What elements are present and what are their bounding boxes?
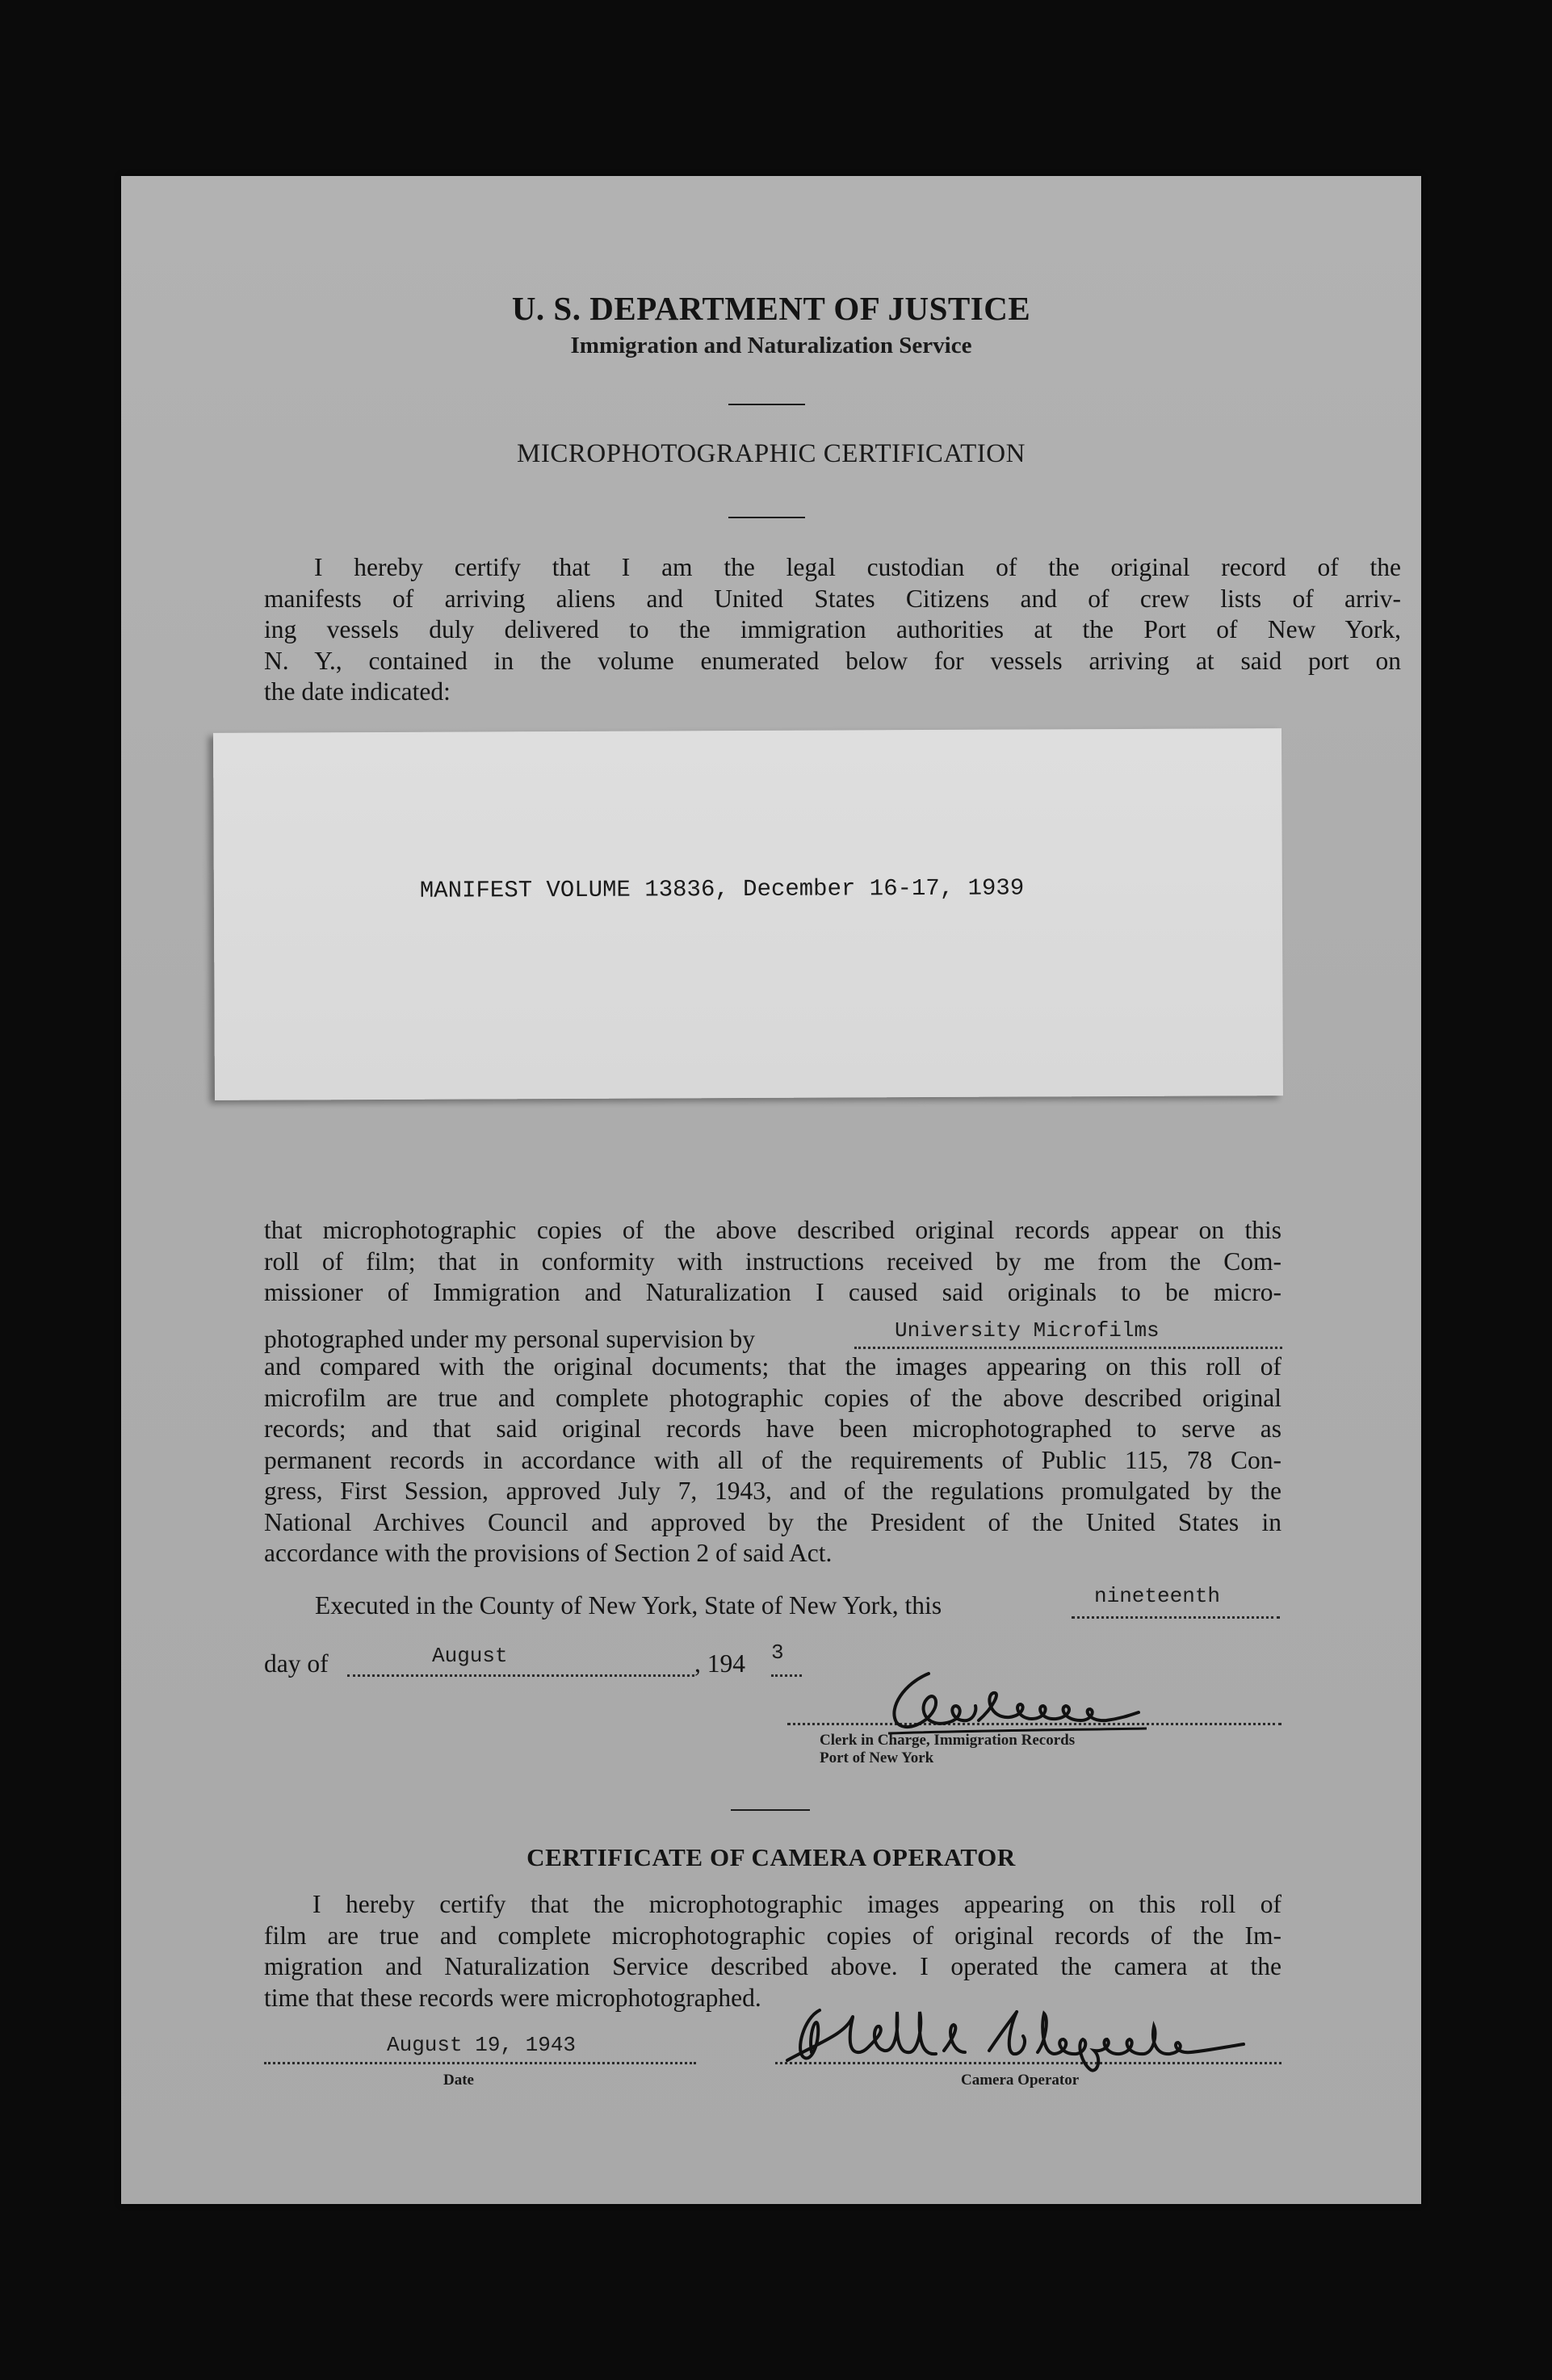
clerk-title-line: Clerk in Charge, Immigration Records xyxy=(820,1732,1076,1749)
agency-heading: U. S. DEPARTMENT OF JUSTICE xyxy=(511,290,1031,327)
paragraph-line: National Archives Council and approved by the President of the United States in xyxy=(264,1507,1281,1536)
date-label: Date xyxy=(443,2072,474,2089)
paragraph-line: I hereby certify that I am the legal custodian of the original record of the xyxy=(314,553,1401,581)
operator-label: Camera Operator xyxy=(961,2072,1080,2089)
paragraph-line: ing vessels duly delivered to the immigration authorities at the Port of New York, xyxy=(264,615,1401,643)
paragraph-line: gress, First Session, approved July 7, 1943, and of the regulations promulgated by the xyxy=(264,1477,1281,1505)
paragraph-line: the date indicated: xyxy=(264,677,451,706)
paragraph-line: roll of film; that in conformity with instructions received by me from the Com- xyxy=(264,1247,1281,1276)
clerk-title xyxy=(820,1732,1075,1767)
supervision-line xyxy=(264,1324,755,1356)
paragraph-line: manifests of arriving aliens and United States Citizens and of crew lists of arriv- xyxy=(264,584,1401,613)
date-value: August 19, 1943 xyxy=(387,2033,577,2057)
paragraph-line: migration and Naturalization Service described above. I operated the camera at the xyxy=(264,1952,1281,1980)
paragraph-line: film are true and complete microphotographic copies of original records of the Im- xyxy=(264,1921,1281,1950)
execution-day-value: nineteenth xyxy=(1094,1584,1221,1608)
divider xyxy=(728,404,805,405)
copies-paragraph-continued xyxy=(264,1351,1281,1569)
execution-month-field xyxy=(347,1645,694,1677)
paragraph-line: N. Y., contained in the volume enumerated below for vessels arriving at said port on xyxy=(264,646,1401,675)
execution-year-field xyxy=(771,1640,802,1677)
certification-title: MICROPHOTOGRAPHIC CERTIFICATION xyxy=(517,439,1026,468)
custodian-paragraph xyxy=(264,552,1401,708)
date-field xyxy=(264,2034,696,2064)
supervision-prefix: photographed under my personal supervision by xyxy=(264,1325,756,1353)
supervisor-value: University Microfilms xyxy=(895,1318,1160,1343)
paragraph-line: missioner of Immigration and Naturalization I caused said originals to be micro- xyxy=(264,1278,1281,1306)
supervisor-field xyxy=(854,1318,1282,1349)
divider xyxy=(731,1809,810,1811)
paragraph-line: time that these records were microphotographed. xyxy=(264,1983,761,2012)
divider xyxy=(728,517,805,518)
paragraph-line: accordance with the provisions of Section 2 of said Act. xyxy=(264,1539,833,1567)
paragraph-line: permanent records in accordance with all of the requirements of Public 115, 78 Con- xyxy=(264,1445,1281,1474)
clerk-title-line: Port of New York xyxy=(820,1749,934,1766)
paragraph-line: that microphotographic copies of the above described original records appear on this xyxy=(264,1216,1281,1244)
operator-signature-icon xyxy=(771,1994,1256,2075)
paragraph-line: records; and that said original records have been microphotographed to serve as xyxy=(264,1414,1281,1443)
paragraph-line: and compared with the original documents; that the images appearing on this roll of xyxy=(264,1352,1281,1381)
execution-month-value: August xyxy=(432,1644,508,1668)
camera-certificate-title: CERTIFICATE OF CAMERA OPERATOR xyxy=(526,1843,1016,1871)
paragraph-line: microfilm are true and complete photographic copies of the above described original xyxy=(264,1383,1281,1412)
execution-year-value: 3 xyxy=(771,1640,784,1665)
service-subheading: Immigration and Naturalization Service xyxy=(570,333,972,358)
execution-line xyxy=(315,1590,942,1622)
execution-prefix: Executed in the County of New York, State of New York, this xyxy=(315,1591,942,1619)
paragraph-line: I hereby certify that the microphotographic images appearing on this roll of xyxy=(312,1890,1281,1918)
copies-paragraph xyxy=(264,1215,1281,1309)
execution-day-field xyxy=(1072,1584,1280,1619)
execution-year-prefix: , 194 xyxy=(694,1649,745,1678)
day-of-label: day of xyxy=(264,1649,329,1678)
manifest-volume-text: MANIFEST VOLUME 13836, December 16-17, 1939 xyxy=(419,874,1025,904)
manifest-slip xyxy=(213,728,1283,1100)
